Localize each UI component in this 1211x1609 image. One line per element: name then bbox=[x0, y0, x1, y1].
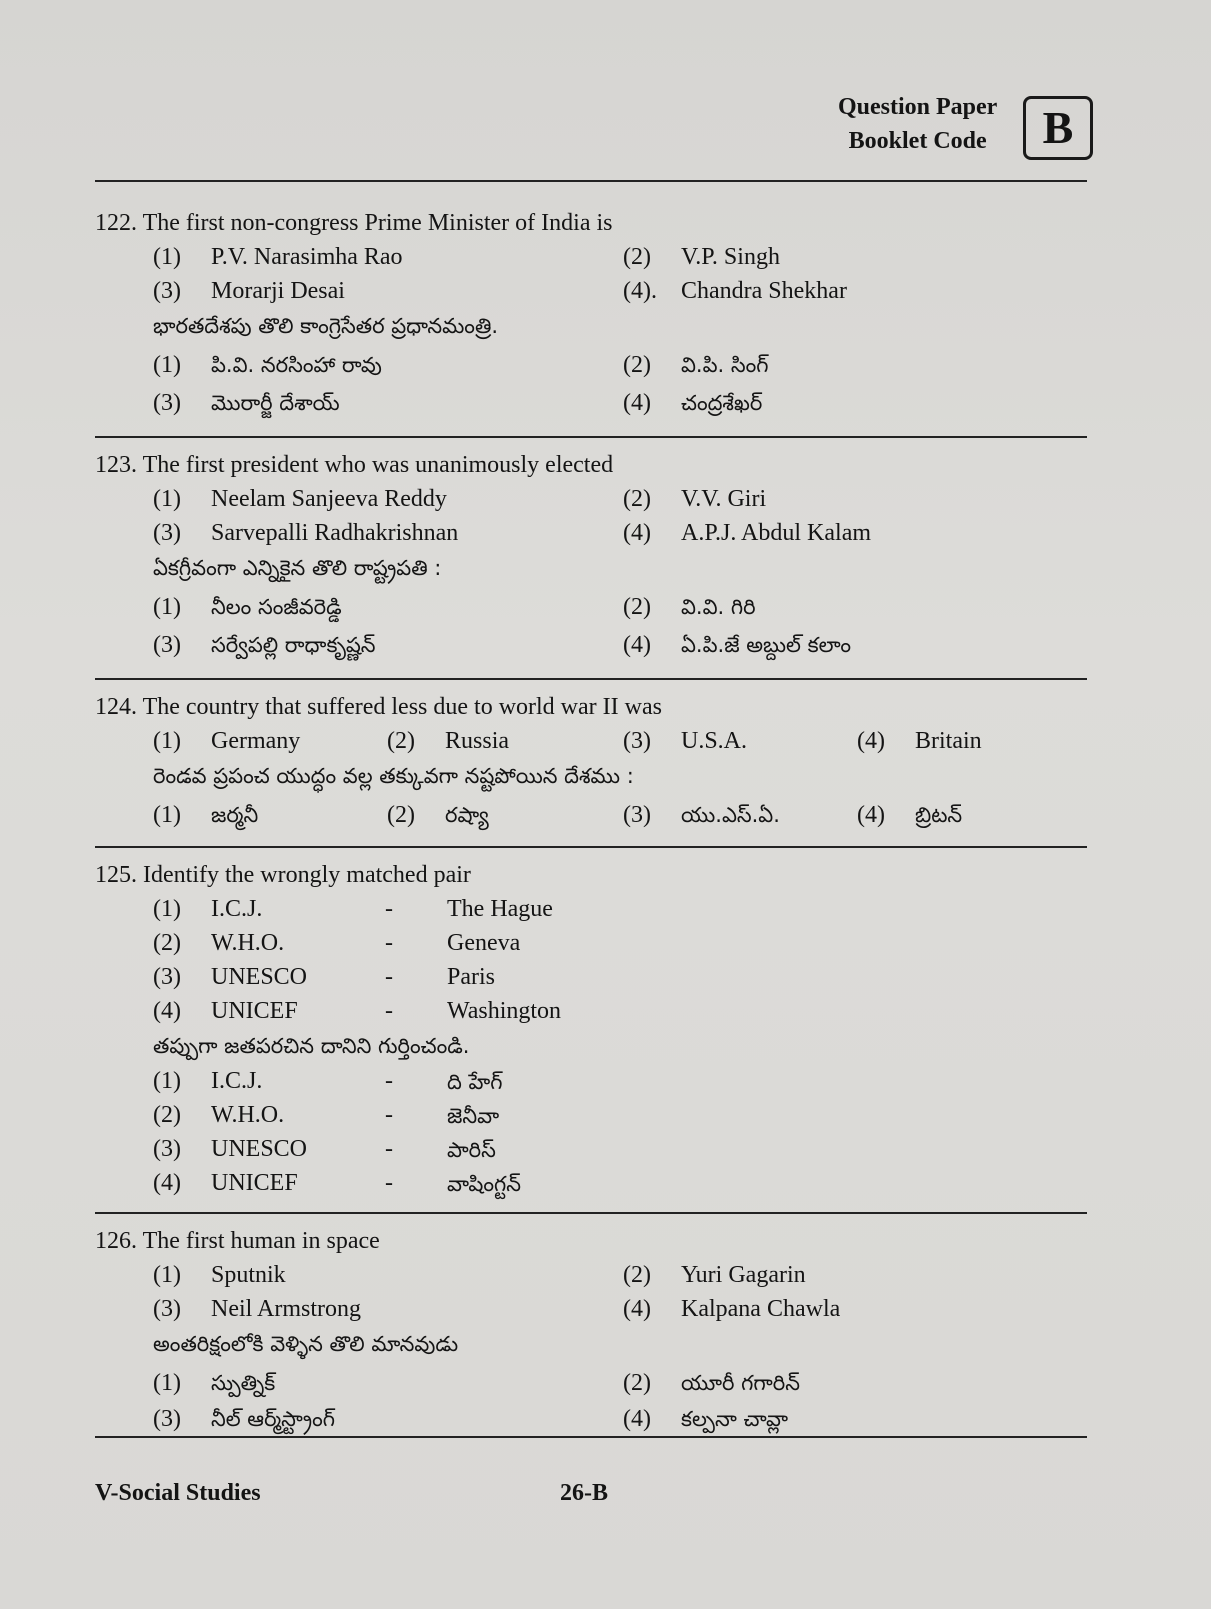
pair-place-telugu: జెనీవా bbox=[447, 1104, 500, 1128]
pair-separator: - bbox=[385, 1102, 393, 1128]
question-title: 125. Identify the wrongly matched pair bbox=[95, 862, 471, 888]
question-title: 126. The first human in space bbox=[95, 1228, 380, 1254]
pair-separator: - bbox=[385, 964, 393, 990]
pair-separator: - bbox=[385, 1170, 393, 1196]
question-title-telugu: అంతరిక్షంలోకి వెళ్ళిన తొలి మానవుడు bbox=[153, 1332, 459, 1356]
option-1: (1) Sputnik bbox=[153, 1262, 286, 1288]
option-1-telugu: (1) పి.వి. నరసింహా రావు bbox=[153, 352, 382, 378]
pair-place: Paris bbox=[447, 964, 495, 990]
option-1: (1) Neelam Sanjeeva Reddy bbox=[153, 486, 447, 512]
pair-4-telugu: (4) UNICEF bbox=[153, 1170, 298, 1196]
option-3-telugu: (3) సర్వేపల్లి రాధాకృష్ణన్ bbox=[153, 632, 376, 658]
question-title-telugu: రెండవ ప్రపంచ యుద్ధం వల్ల తక్కువగా నష్టపోయిన దేశము : bbox=[153, 764, 634, 788]
option-3-telugu: (3) యు.ఎస్.ఏ. bbox=[623, 802, 780, 828]
option-4-telugu: (4) కల్పనా చావ్లా bbox=[623, 1406, 788, 1432]
footer-page-number: 26-B bbox=[560, 1480, 608, 1506]
pair-1-telugu: (1) I.C.J. bbox=[153, 1068, 263, 1094]
option-3: (3) Morarji Desai bbox=[153, 278, 345, 304]
divider bbox=[95, 436, 1087, 438]
option-1-telugu: (1) జర్మనీ bbox=[153, 802, 259, 828]
pair-separator: - bbox=[385, 1136, 393, 1162]
option-4-telugu: (4) ఏ.పి.జే అబ్దుల్ కలాం bbox=[623, 632, 851, 658]
option-1: (1) P.V. Narasimha Rao bbox=[153, 244, 403, 270]
pair-place: Washington bbox=[447, 998, 562, 1024]
pair-3: (3) UNESCO bbox=[153, 964, 308, 990]
question-title: 122. The first non-congress Prime Minister of India is bbox=[95, 210, 613, 236]
question-title-telugu: తప్పుగా జతపరచిన దానిని గుర్తించండి. bbox=[153, 1034, 470, 1058]
pair-place-telugu: వాషింగ్టన్ bbox=[447, 1172, 521, 1196]
option-3: (3) U.S.A. bbox=[623, 728, 748, 754]
option-2: (2) Russia bbox=[387, 728, 510, 754]
footer-subject: V-Social Studies bbox=[95, 1480, 261, 1506]
option-4-telugu: (4) బ్రిటన్ bbox=[857, 802, 963, 828]
pair-separator: - bbox=[385, 1068, 393, 1094]
option-2: (2) V.P. Singh bbox=[623, 244, 780, 270]
pair-2-telugu: (2) W.H.O. bbox=[153, 1102, 285, 1128]
option-1: (1) Germany bbox=[153, 728, 301, 754]
pair-2: (2) W.H.O. bbox=[153, 930, 285, 956]
question-title: 123. The first president who was unanimously elected bbox=[95, 452, 614, 478]
pair-separator: - bbox=[385, 998, 393, 1024]
option-4: (4). Chandra Shekhar bbox=[623, 278, 847, 304]
divider bbox=[95, 1436, 1087, 1438]
option-3: (3) Neil Armstrong bbox=[153, 1296, 361, 1322]
divider bbox=[95, 678, 1087, 680]
booklet-code-box: B bbox=[1023, 96, 1093, 160]
pair-place: Geneva bbox=[447, 930, 521, 956]
option-1-telugu: (1) నీలం సంజీవరెడ్డి bbox=[153, 594, 342, 620]
option-2-telugu: (2) వి.పి. సింగ్ bbox=[623, 352, 769, 378]
option-4: (4) A.P.J. Abdul Kalam bbox=[623, 520, 872, 546]
booklet-code-label-line2: Booklet Code bbox=[848, 128, 987, 154]
pair-1: (1) I.C.J. bbox=[153, 896, 263, 922]
option-3: (3) Sarvepalli Radhakrishnan bbox=[153, 520, 459, 546]
pair-3-telugu: (3) UNESCO bbox=[153, 1136, 308, 1162]
option-4: (4) Kalpana Chawla bbox=[623, 1296, 841, 1322]
option-2: (2) Yuri Gagarin bbox=[623, 1262, 806, 1288]
option-2: (2) V.V. Giri bbox=[623, 486, 767, 512]
divider bbox=[95, 180, 1087, 182]
pair-separator: - bbox=[385, 896, 393, 922]
option-2-telugu: (2) వి.వి. గిరి bbox=[623, 594, 756, 620]
option-4-telugu: (4) చంద్రశేఖర్ bbox=[623, 390, 763, 416]
question-title-telugu: భారతదేశపు తొలి కాంగ్రెసేతర ప్రధానమంత్రి. bbox=[153, 314, 499, 338]
booklet-code-label bbox=[838, 90, 997, 158]
divider bbox=[95, 846, 1087, 848]
pair-separator: - bbox=[385, 930, 393, 956]
option-3-telugu: (3) మొరార్జీ దేశాయ్ bbox=[153, 390, 340, 416]
option-2-telugu: (2) రష్యా bbox=[387, 802, 489, 828]
pair-place-telugu: పారిస్ bbox=[447, 1138, 496, 1162]
divider bbox=[95, 1212, 1087, 1214]
option-4: (4) Britain bbox=[857, 728, 982, 754]
question-title-telugu: ఏకగ్రీవంగా ఎన్నికైన తొలి రాష్ట్రపతి : bbox=[153, 556, 442, 580]
option-1-telugu: (1) స్పుత్నిక్ bbox=[153, 1370, 276, 1396]
option-2-telugu: (2) యూరీ గగారిన్ bbox=[623, 1370, 800, 1396]
pair-place-telugu: ది హేగ్ bbox=[447, 1070, 503, 1094]
pair-place: The Hague bbox=[447, 896, 553, 922]
booklet-code-label-line1: Question Paper bbox=[838, 94, 998, 120]
option-3-telugu: (3) నీల్ ఆర్మ్‌స్ట్రాంగ్ bbox=[153, 1406, 335, 1432]
question-title: 124. The country that suffered less due to world war II was bbox=[95, 694, 662, 720]
pair-4: (4) UNICEF bbox=[153, 998, 298, 1024]
